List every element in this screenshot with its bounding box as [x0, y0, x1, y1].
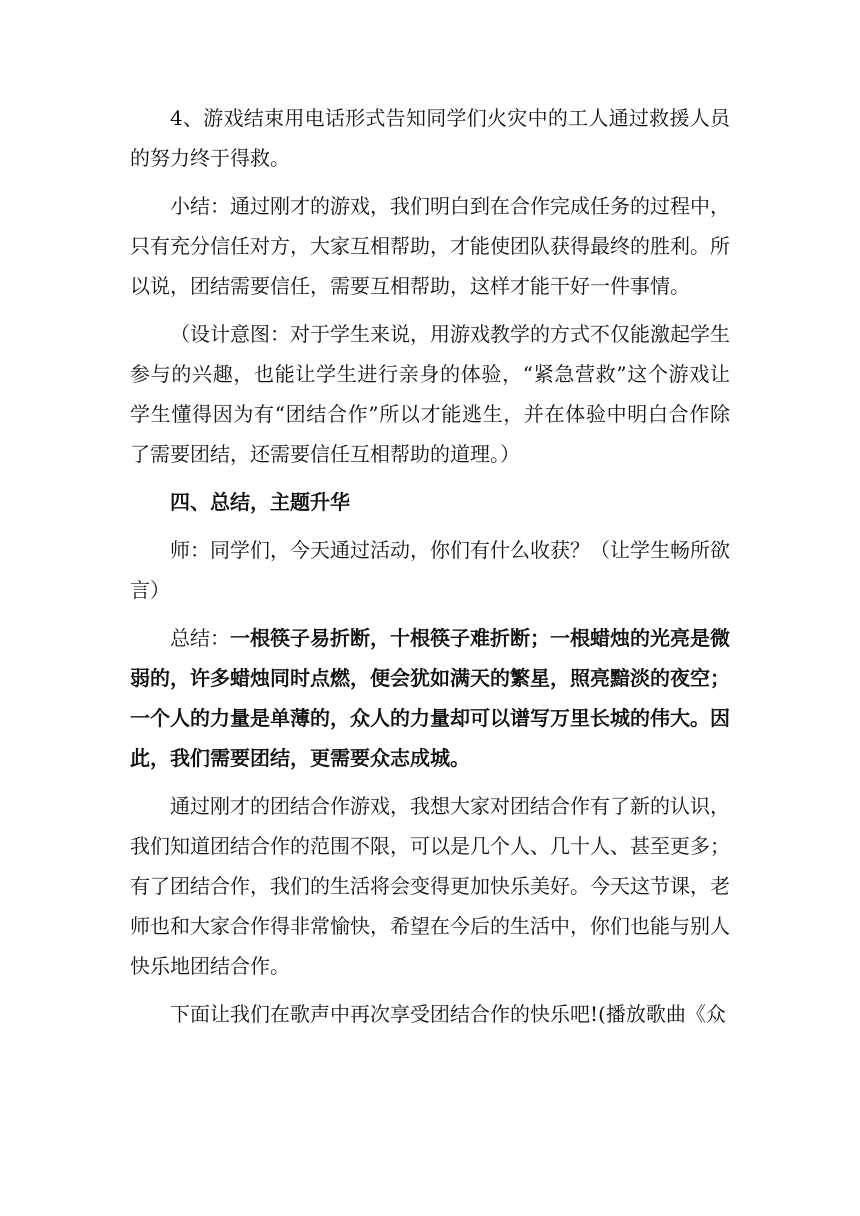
paragraph-teacher-question: 师：同学们，今天通过活动，你们有什么收获？（让学生畅所欲言） [130, 538, 730, 602]
section-heading-conclusion: 四、总结，主题升华 [170, 490, 350, 514]
paragraph-game-end: 4、游戏结束用电话形式告知同学们火灾中的工人通过救援人员的努力终于得救。 [130, 106, 730, 170]
paragraph-song: 下面让我们在歌声中再次享受团结合作的快乐吧!(播放歌曲《众 [170, 1002, 726, 1026]
document-page [130, 98, 730, 1034]
paragraph-design-intent: （设计意图：对于学生来说，用游戏教学的方式不仅能激起学生参与的兴趣，也能让学生进行亲身的体验，“紧急营救”这个游戏让学生懂得因为有“团结合作”所以才能逃生，并在体验中明白合作除了需要团结，还需要信任互相帮助的道理。） [130, 322, 730, 466]
paragraph-reflection: 通过刚才的团结合作游戏，我想大家对团结合作有了新的认识，我们知道团结合作的范围不限，可以是几个人、几十人、甚至更多；有了团结合作，我们的生活将会变得更加快乐美好。今天这节课，老师也和大家合作得非常愉快，希望在今后的生活中，你们也能与别人快乐地团结合作。 [130, 794, 730, 978]
conclusion-bold-text: 一根筷子易折断，十根筷子难折断；一根蜡烛的光亮是微弱的，许多蜡烛同时点燃，便会犹如满天的繁星，照亮黯淡的夜空；一个人的力量是单薄的，众人的力量却可以谱写万里长城的伟大。因此，我们需要团结，更需要众志成城。 [130, 626, 730, 770]
paragraph-summary: 小结：通过刚才的游戏，我们明白到在合作完成任务的过程中，只有充分信任对方，大家互相帮助，才能使团队获得最终的胜利。所以说，团结需要信任，需要互相帮助，这样才能干好一件事情。 [130, 194, 730, 298]
paragraph-conclusion [130, 618, 730, 778]
conclusion-prefix: 总结： [170, 626, 230, 650]
